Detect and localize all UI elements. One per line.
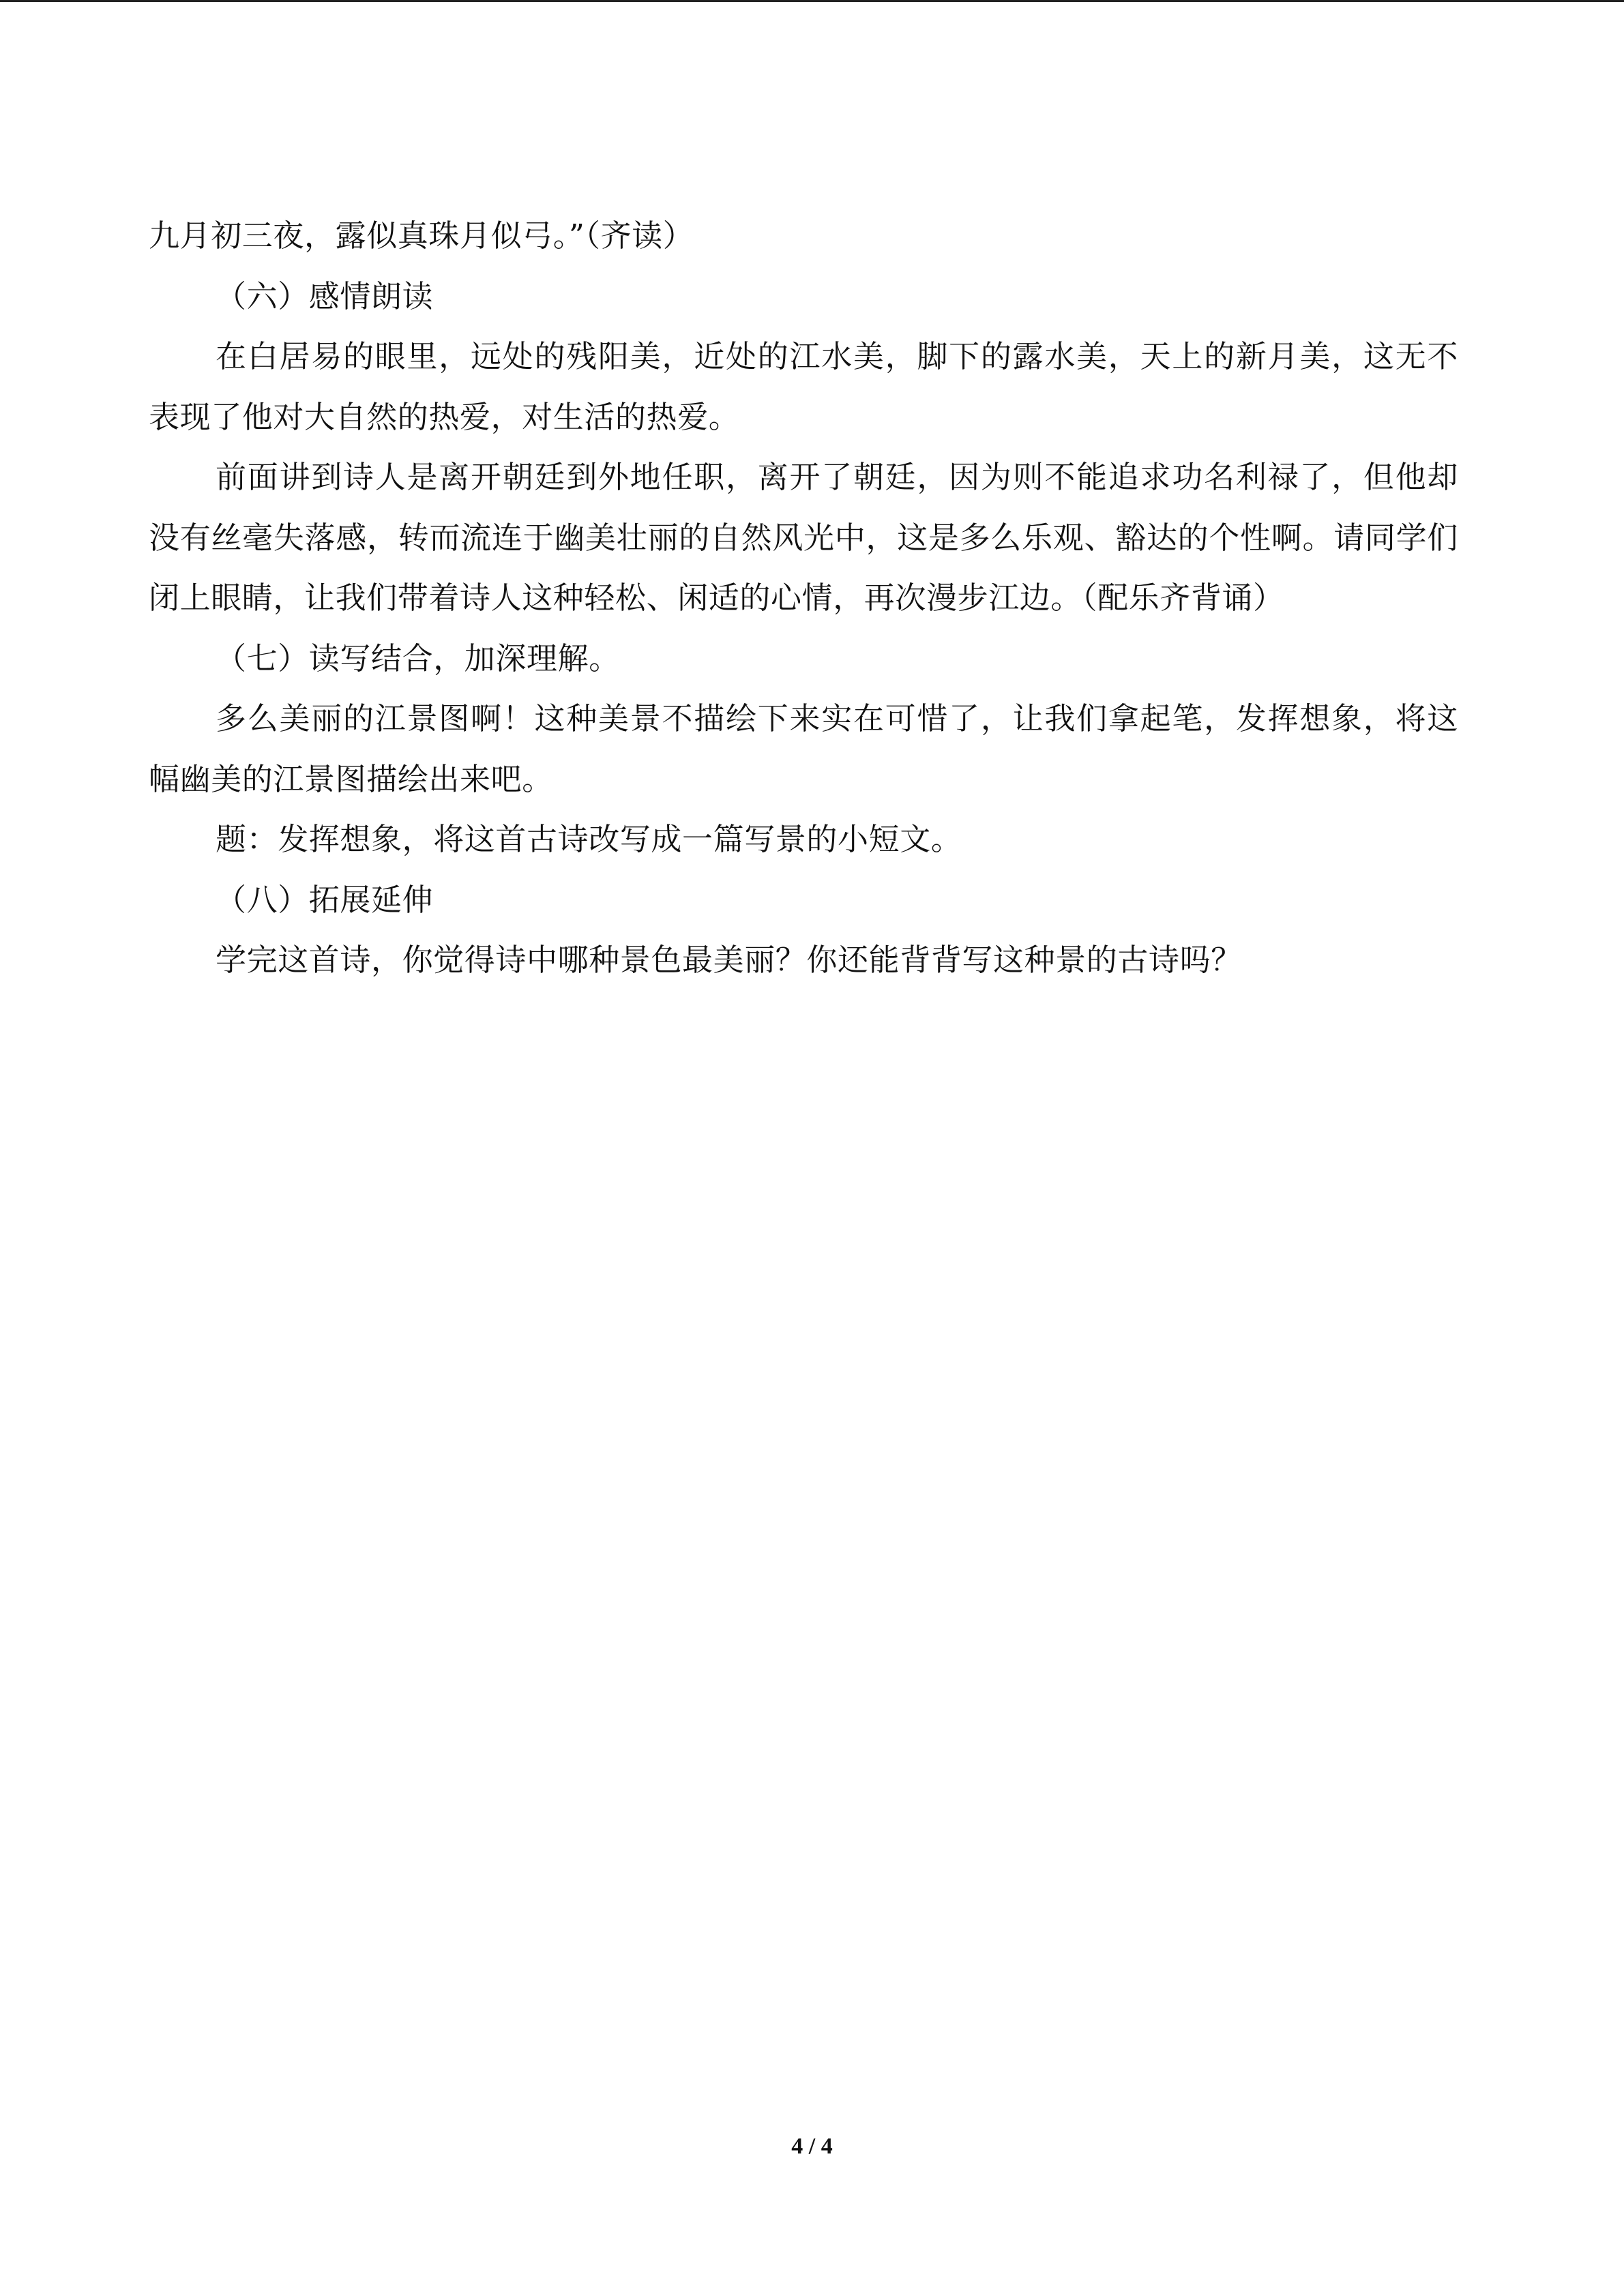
section-heading-reading-writing: （七）读写结合，加深理解。 xyxy=(216,640,620,676)
top-border-line xyxy=(0,0,1624,2)
paragraph-poet-leaves-court: 前面讲到诗人是离开朝廷到外地任职，离开了朝廷，因为则不能追求功名利禄了，但他却没有丝毫失落感，转而流连于幽美壮丽的自然风光中，这是多么乐观、豁达的个性啊。请同学们闭上眼睛，让我们带着诗人这种轻松、闲适的心情，再次漫步江边。（配乐齐背诵） xyxy=(149,459,1458,616)
paragraph-extension-question: 学完这首诗，你觉得诗中哪种景色最美丽？你还能背背写这种景的古诗吗？ xyxy=(216,942,1242,978)
section-heading-emotional-reading: （六）感情朗读 xyxy=(216,278,434,314)
section-heading-extension: （八）拓展延伸 xyxy=(216,881,434,918)
document-body xyxy=(149,206,1458,991)
paragraph-bai-juyi-nature: 在白居易的眼里，远处的残阳美，近处的江水美，脚下的露水美，天上的新月美，这无不表现了他对大自然的热爱，对生活的热爱。 xyxy=(149,338,1458,435)
paragraph-writing-task: 题：发挥想象，将这首古诗改写成一篇写景的小短文。 xyxy=(216,821,962,857)
page-number: 4 / 4 xyxy=(791,2134,833,2159)
poem-line-continuation: 九月初三夜，露似真珠月似弓。”（齐读） xyxy=(149,218,694,254)
paragraph-river-scene: 多么美丽的江景图啊！这种美景不描绘下来实在可惜了，让我们拿起笔，发挥想象，将这幅幽美的江景图描绘出来吧。 xyxy=(149,700,1458,797)
